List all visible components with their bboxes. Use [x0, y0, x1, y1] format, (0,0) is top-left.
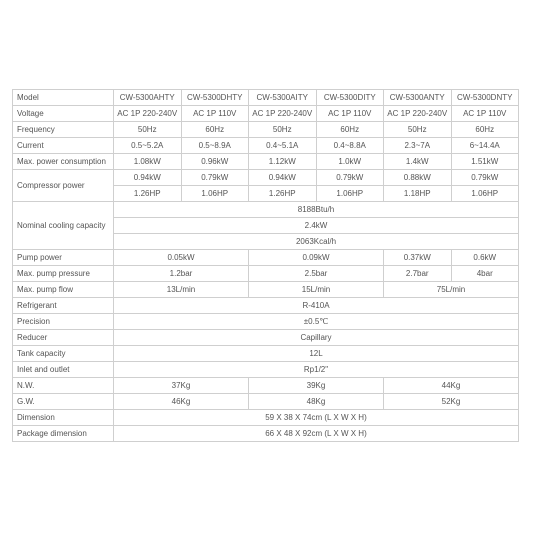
nw-3: 44Kg	[384, 378, 519, 394]
compressor-kw-1: 0.94kW	[114, 170, 182, 186]
cooling-btu: 8188Btu/h	[114, 202, 519, 218]
row-nw	[13, 378, 519, 394]
nw-2: 39Kg	[249, 378, 384, 394]
frequency-4: 60Hz	[316, 122, 384, 138]
frequency-5: 50Hz	[384, 122, 452, 138]
max-power-3: 1.12kW	[249, 154, 317, 170]
model-3: CW-5300AITY	[249, 90, 317, 106]
current-4: 0.4~8.8A	[316, 138, 384, 154]
compressor-hp-5: 1.18HP	[384, 186, 452, 202]
label-cooling-capacity: Nominal cooling capacity	[13, 202, 114, 250]
row-gw	[13, 394, 519, 410]
pump-pressure-4: 4bar	[451, 266, 519, 282]
compressor-hp-4: 1.06HP	[316, 186, 384, 202]
row-frequency	[13, 122, 519, 138]
row-max-power	[13, 154, 519, 170]
voltage-4: AC 1P 110V	[316, 106, 384, 122]
label-package-dimension: Package dimension	[13, 426, 114, 442]
package-dimension-value: 66 X 48 X 92cm (L X W X H)	[114, 426, 519, 442]
label-tank-capacity: Tank capacity	[13, 346, 114, 362]
inlet-outlet-value: Rp1/2"	[114, 362, 519, 378]
dimension-value: 59 X 38 X 74cm (L X W X H)	[114, 410, 519, 426]
max-power-1: 1.08kW	[114, 154, 182, 170]
row-model	[13, 90, 519, 106]
compressor-kw-6: 0.79kW	[451, 170, 519, 186]
row-pump-flow	[13, 282, 519, 298]
frequency-2: 60Hz	[181, 122, 249, 138]
pump-pressure-3: 2.7bar	[384, 266, 452, 282]
label-inlet-outlet: Inlet and outlet	[13, 362, 114, 378]
pump-power-2: 0.09kW	[249, 250, 384, 266]
current-5: 2.3~7A	[384, 138, 452, 154]
label-current: Current	[13, 138, 114, 154]
current-6: 6~14.4A	[451, 138, 519, 154]
voltage-2: AC 1P 110V	[181, 106, 249, 122]
model-4: CW-5300DITY	[316, 90, 384, 106]
row-pump-pressure	[13, 266, 519, 282]
compressor-hp-1: 1.26HP	[114, 186, 182, 202]
compressor-hp-6: 1.06HP	[451, 186, 519, 202]
label-reducer: Reducer	[13, 330, 114, 346]
pump-pressure-1: 1.2bar	[114, 266, 249, 282]
row-reducer	[13, 330, 519, 346]
pump-flow-3: 75L/min	[384, 282, 519, 298]
pump-flow-2: 15L/min	[249, 282, 384, 298]
spec-table	[12, 89, 519, 442]
label-pump-power: Pump power	[13, 250, 114, 266]
model-6: CW-5300DNTY	[451, 90, 519, 106]
reducer-value: Capillary	[114, 330, 519, 346]
model-5: CW-5300ANTY	[384, 90, 452, 106]
max-power-4: 1.0kW	[316, 154, 384, 170]
pump-flow-1: 13L/min	[114, 282, 249, 298]
gw-1: 46Kg	[114, 394, 249, 410]
compressor-kw-4: 0.79kW	[316, 170, 384, 186]
compressor-kw-5: 0.88kW	[384, 170, 452, 186]
voltage-6: AC 1P 110V	[451, 106, 519, 122]
pump-power-3: 0.37kW	[384, 250, 452, 266]
label-dimension: Dimension	[13, 410, 114, 426]
current-1: 0.5~5.2A	[114, 138, 182, 154]
label-refrigerant: Refrigerant	[13, 298, 114, 314]
tank-capacity-value: 12L	[114, 346, 519, 362]
max-power-5: 1.4kW	[384, 154, 452, 170]
frequency-3: 50Hz	[249, 122, 317, 138]
row-package-dimension	[13, 426, 519, 442]
row-voltage	[13, 106, 519, 122]
pump-power-4: 0.6kW	[451, 250, 519, 266]
frequency-6: 60Hz	[451, 122, 519, 138]
row-dimension	[13, 410, 519, 426]
model-2: CW-5300DHTY	[181, 90, 249, 106]
row-pump-power	[13, 250, 519, 266]
current-2: 0.5~8.9A	[181, 138, 249, 154]
label-compressor-power: Compressor power	[13, 170, 114, 202]
label-pump-pressure: Max. pump pressure	[13, 266, 114, 282]
cooling-kcal: 2063Kcal/h	[114, 234, 519, 250]
max-power-2: 0.96kW	[181, 154, 249, 170]
compressor-hp-2: 1.06HP	[181, 186, 249, 202]
row-current	[13, 138, 519, 154]
row-compressor-kw	[13, 170, 519, 186]
row-tank-capacity	[13, 346, 519, 362]
row-refrigerant	[13, 298, 519, 314]
refrigerant-value: R-410A	[114, 298, 519, 314]
label-gw: G.W.	[13, 394, 114, 410]
label-frequency: Frequency	[13, 122, 114, 138]
row-inlet-outlet	[13, 362, 519, 378]
row-cooling-btu	[13, 202, 519, 218]
nw-1: 37Kg	[114, 378, 249, 394]
gw-3: 52Kg	[384, 394, 519, 410]
model-1: CW-5300AHTY	[114, 90, 182, 106]
pump-pressure-2: 2.5bar	[249, 266, 384, 282]
label-pump-flow: Max. pump flow	[13, 282, 114, 298]
cooling-kw: 2.4kW	[114, 218, 519, 234]
max-power-6: 1.51kW	[451, 154, 519, 170]
compressor-kw-3: 0.94kW	[249, 170, 317, 186]
pump-power-1: 0.05kW	[114, 250, 249, 266]
label-voltage: Voltage	[13, 106, 114, 122]
label-nw: N.W.	[13, 378, 114, 394]
label-max-power: Max. power consumption	[13, 154, 114, 170]
frequency-1: 50Hz	[114, 122, 182, 138]
gw-2: 48Kg	[249, 394, 384, 410]
precision-value: ±0.5℃	[114, 314, 519, 330]
row-precision	[13, 314, 519, 330]
voltage-1: AC 1P 220-240V	[114, 106, 182, 122]
compressor-hp-3: 1.26HP	[249, 186, 317, 202]
voltage-3: AC 1P 220-240V	[249, 106, 317, 122]
label-precision: Precision	[13, 314, 114, 330]
label-model: Model	[13, 90, 114, 106]
compressor-kw-2: 0.79kW	[181, 170, 249, 186]
voltage-5: AC 1P 220-240V	[384, 106, 452, 122]
current-3: 0.4~5.1A	[249, 138, 317, 154]
